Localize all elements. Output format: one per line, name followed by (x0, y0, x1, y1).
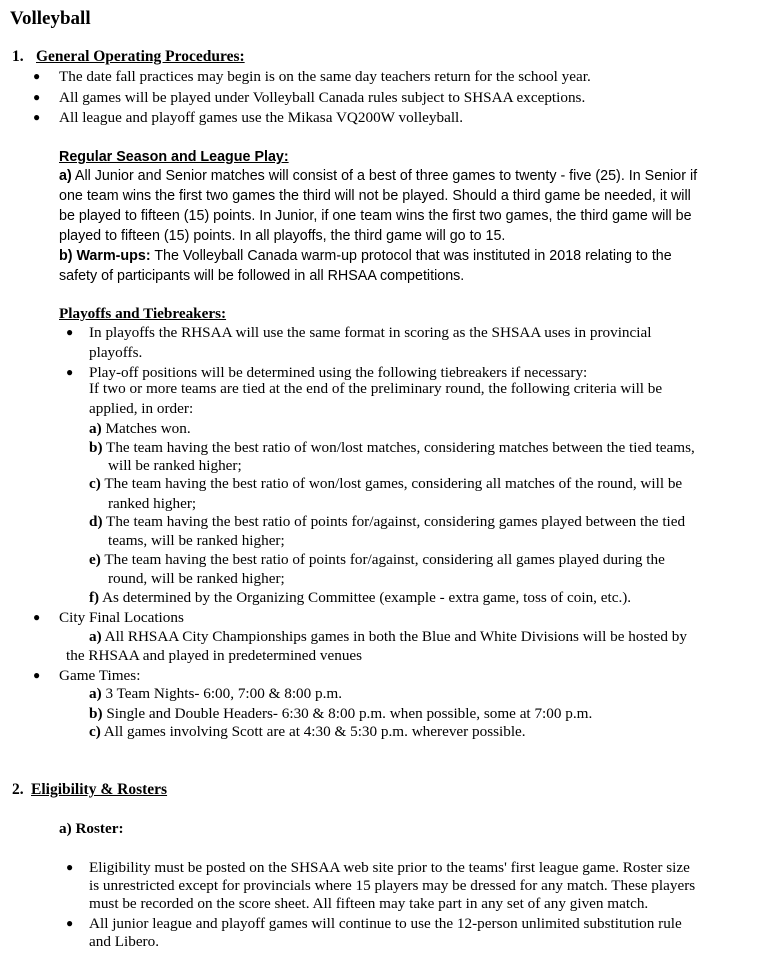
criteria-text-continued: will be ranked higher; (108, 457, 242, 474)
paragraph-line: one team wins the first two games the third will not be played. Should a third game be needed, it will (59, 188, 691, 204)
criteria-text: The team having the best ratio of points for/against, considering all games played during the (104, 551, 665, 568)
bullet-icon: ● (66, 916, 74, 930)
item-label: a) (89, 685, 102, 702)
criteria-item (89, 512, 685, 531)
bullet-icon: ● (66, 325, 74, 339)
list-item: All league and playoff games use the Mikasa VQ200W volleyball. (59, 109, 464, 126)
item-label: a) (89, 420, 102, 437)
criteria-text-continued: teams, will be ranked higher; (108, 532, 285, 549)
criteria-text-continued: round, will be ranked higher; (108, 570, 285, 587)
paragraph-line: played to fifteen (15) points. In all playoffs, the third game will go to 15. (59, 228, 506, 244)
list-item: All junior league and playoff games will continue to use the 12-person unlimited substitution rule (89, 915, 682, 932)
item-label: c) (89, 475, 101, 492)
section-1-number: 1. (12, 48, 24, 65)
list-item-continued: and Libero. (89, 933, 160, 950)
bullet-icon: ● (33, 668, 41, 682)
paragraph-line: The Volleyball Canada warm-up protocol that was instituted in 2018 relating to the (154, 248, 672, 264)
regular-season-line (59, 166, 697, 186)
regular-season-heading: Regular Season and League Play: (59, 149, 289, 165)
item-label: a) (59, 168, 72, 184)
game-times-label: Game Times: (59, 667, 141, 684)
section-1-heading (12, 48, 245, 66)
item-label: d) (89, 513, 103, 530)
criteria-item (89, 474, 682, 493)
criteria-text: Matches won. (105, 420, 191, 437)
playoffs-heading: Playoffs and Tiebreakers: (59, 305, 227, 322)
game-time-item (89, 704, 592, 723)
paragraph-line: applied, in order: (89, 400, 194, 417)
paragraph-line: If two or more teams are tied at the end of the preliminary round, the following criteria will be (89, 380, 663, 397)
list-item: The date fall practices may begin is on the same day teachers return for the school year. (59, 68, 591, 85)
city-final-item (89, 627, 687, 646)
list-item: Play-off positions will be determined using the following tiebreakers if necessary: (89, 364, 588, 381)
item-label: b) (89, 439, 103, 456)
criteria-text: The team having the best ratio of won/lost games, considering all matches of the round, will be (104, 475, 683, 492)
city-final-label: City Final Locations (59, 609, 184, 626)
city-final-text-continued: the RHSAA and played in predetermined venues (66, 647, 363, 664)
item-label: f) (89, 589, 100, 606)
warmups-line (59, 246, 672, 266)
bullet-icon: ● (33, 69, 41, 83)
criteria-text-continued: ranked higher; (108, 495, 197, 512)
game-time-item (89, 722, 526, 741)
game-time-text: 3 Team Nights- 6:00, 7:00 & 8:00 p.m. (105, 685, 343, 702)
list-item: In playoffs the RHSAA will use the same format in scoring as the SHSAA uses in provincial (89, 324, 652, 341)
city-final-text: All RHSAA City Championships games in both the Blue and White Divisions will be hosted by (104, 628, 687, 645)
criteria-item (89, 419, 191, 438)
list-item-continued: must be recorded on the score sheet. All fifteen may take part in any set of any given match. (89, 895, 649, 912)
item-label: c) (89, 723, 101, 740)
criteria-text: The team having the best ratio of won/lost matches, considering matches between the tied teams, (106, 439, 695, 456)
bullet-icon: ● (33, 610, 41, 624)
item-label: b) Warm-ups: (59, 248, 151, 264)
criteria-item (89, 550, 665, 569)
game-time-item (89, 684, 342, 703)
roster-heading: a) Roster: (59, 820, 124, 837)
list-item-continued: playoffs. (89, 344, 143, 361)
criteria-text: The team having the best ratio of points for/against, considering games played between the tied (106, 513, 686, 530)
game-time-text: All games involving Scott are at 4:30 & 5:30 p.m. wherever possible. (103, 723, 526, 740)
item-label: e) (89, 551, 101, 568)
bullet-icon: ● (66, 365, 74, 379)
paragraph-line: All Junior and Senior matches will consist of a best of three games to twenty - five (25). In Senior if (74, 168, 698, 184)
paragraph-line: be played to fifteen (15) points. In Junior, if one team wins the first two games, the third game will be (59, 208, 692, 224)
paragraph-line: safety of participants will be followed in all RHSAA competitions. (59, 268, 465, 284)
section-1-title: General Operating Procedures: (36, 48, 245, 65)
bullet-icon: ● (33, 110, 41, 124)
bullet-icon: ● (66, 860, 74, 874)
item-label: b) (89, 705, 103, 722)
section-2-heading (12, 781, 167, 799)
criteria-item (89, 588, 631, 607)
list-item: Eligibility must be posted on the SHSAA web site prior to the teams' first league game. Roster size (89, 859, 690, 876)
game-time-text: Single and Double Headers- 6:30 & 8:00 p.m. when possible, some at 7:00 p.m. (106, 705, 593, 722)
list-item: All games will be played under Volleyball Canada rules subject to SHSAA exceptions. (59, 89, 586, 106)
section-2-title: Eligibility & Rosters (31, 781, 168, 798)
document-title: Volleyball (10, 8, 91, 29)
criteria-text: As determined by the Organizing Committee (example - extra game, toss of coin, etc.). (102, 589, 632, 606)
criteria-item (89, 438, 695, 457)
item-label: a) (89, 628, 102, 645)
list-item-continued: is unrestricted except for provincials where 15 players may be dressed for any match. These players (89, 877, 696, 894)
section-2-number: 2. (12, 781, 24, 798)
bullet-icon: ● (33, 90, 41, 104)
